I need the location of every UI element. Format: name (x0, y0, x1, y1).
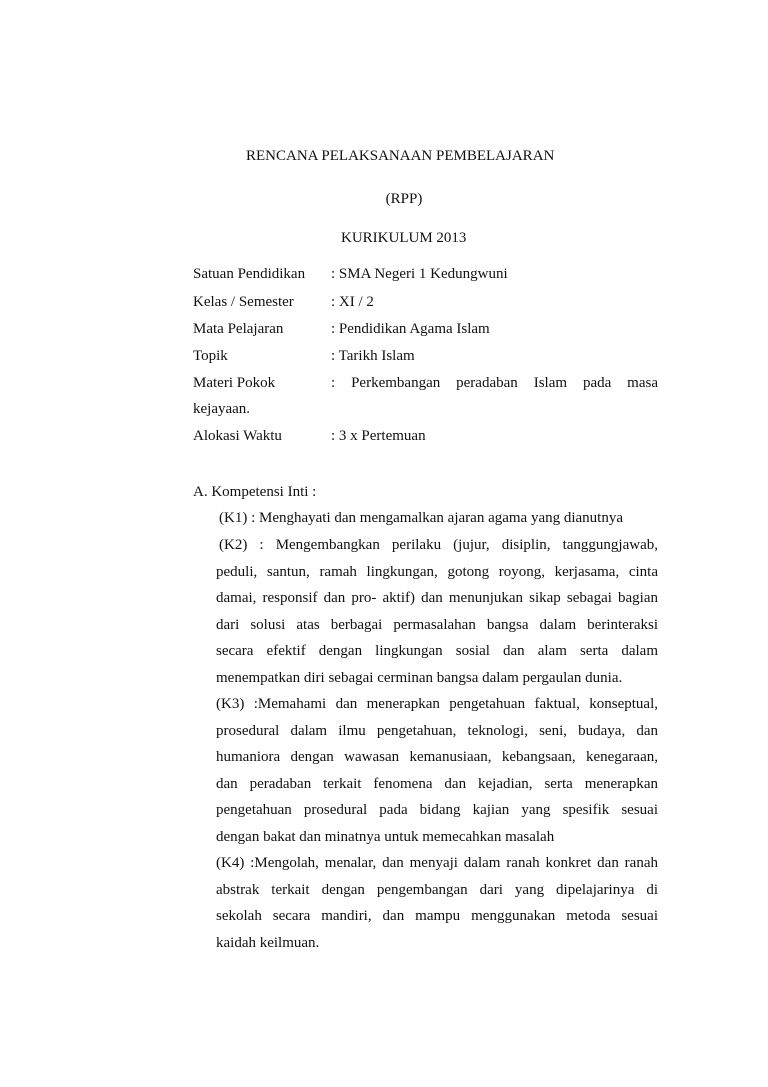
identity-label-material: Materi Pokok (193, 375, 276, 391)
k2-line: dari solusi atas berbagai permasalahan bangsa dalam berinteraksi (216, 617, 658, 633)
k3-line: humaniora dengan wawasan kemanusiaan, kebangsaan, kenegaraan, (216, 749, 658, 765)
identity-value-material-continuation: kejayaan. (193, 401, 251, 417)
k2-line: secara efektif dengan lingkungan sosial dan alam serta dalam (216, 643, 658, 659)
identity-value-time: : 3 x Pertemuan (331, 428, 426, 444)
document-title: RENCANA PELAKSANAAN PEMBELAJARAN (246, 148, 555, 164)
k3-line: prosedural dalam ilmu pengetahuan, teknologi, seni, budaya, dan (216, 723, 658, 739)
k3-line: pengetahuan prosedural pada bidang kajian yang spesifik sesuai (216, 802, 658, 818)
k3-line: (K3) :Memahami dan menerapkan pengetahuan faktual, konseptual, (216, 696, 658, 712)
identity-label-school: Satuan Pendidikan (193, 266, 306, 282)
identity-value-school: : SMA Negeri 1 Kedungwuni (331, 266, 508, 282)
k2-line: damai, responsif dan pro- aktif) dan menunjukan sikap sebagai bagian (216, 590, 658, 606)
identity-value-topic: : Tarikh Islam (331, 348, 415, 364)
k2-line: peduli, santun, ramah lingkungan, gotong royong, kerjasama, cinta (216, 564, 658, 580)
k4-line: kaidah keilmuan. (216, 935, 320, 951)
k4-line: abstrak terkait dengan pengembangan dari yang dipelajarinya di (216, 882, 658, 898)
identity-value-class: : XI / 2 (331, 294, 374, 310)
k3-line: dengan bakat dan minatnya untuk memecahkan masalah (216, 829, 555, 845)
k1-text: (K1) : Menghayati dan mengamalkan ajaran agama yang dianutnya (219, 510, 624, 526)
document-abbreviation: (RPP) (385, 191, 423, 207)
k3-line: dan peradaban terkait fenomena dan kejadian, serta menerapkan (216, 776, 658, 792)
k2-line: menempatkan diri sebagai cerminan bangsa dalam pergaulan dunia. (216, 670, 623, 686)
section-a-heading: A. Kompetensi Inti : (193, 484, 317, 500)
k4-line: (K4) :Mengolah, menalar, dan menyaji dalam ranah konkret dan ranah (216, 855, 658, 871)
k2-line: (K2) : Mengembangkan perilaku (jujur, disiplin, tanggungjawab, (219, 537, 658, 553)
identity-label-class: Kelas / Semester (193, 294, 294, 310)
identity-label-time: Alokasi Waktu (193, 428, 282, 444)
curriculum-label: KURIKULUM 2013 (341, 230, 467, 246)
k4-line: sekolah secara mandiri, dan mampu menggunakan metoda sesuai (216, 908, 658, 924)
identity-label-subject: Mata Pelajaran (193, 321, 284, 337)
identity-value-subject: : Pendidikan Agama Islam (331, 321, 490, 337)
identity-label-topic: Topik (193, 348, 228, 364)
identity-value-material: : Perkembangan peradaban Islam pada masa (331, 375, 658, 391)
